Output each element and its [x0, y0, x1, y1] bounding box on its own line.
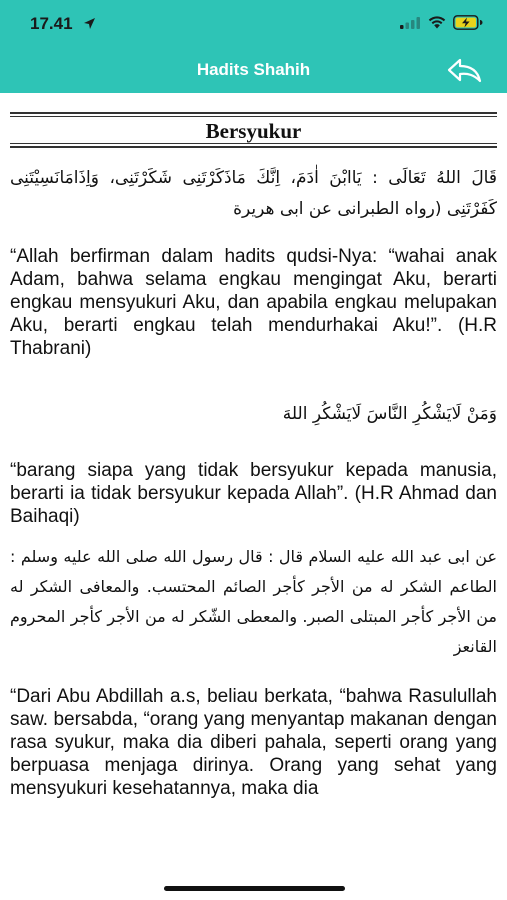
title-rule-bottom — [10, 146, 497, 148]
back-arrow-icon — [446, 54, 486, 88]
home-indicator[interactable] — [164, 886, 345, 891]
status-bar — [0, 0, 507, 48]
article-content[interactable] — [0, 93, 507, 813]
nav-title: Hadits Shahih — [196, 60, 311, 79]
wifi-icon — [427, 15, 447, 30]
arabic-text-2: وَمَنْ لَايَشْكُرِ النَّاسَ لَايَشْكُرِ اللهَ — [282, 404, 497, 424]
app-header — [0, 0, 507, 93]
translation-text-1: “Allah berfirman dalam hadits qudsi-Nya: “wahai anak Adam, bahwa selama engkau mengingat Aku, berarti engkau mensyukuri Aku, dan apabila engkau melupakan Aku, berarti engkau telah mendurhakai Aku!”. (H.R Thabrani) — [10, 246, 497, 359]
translation-text-3: “Dari Abu Abdillah a.s, beliau berkata, “bahwa Rasulullah saw. bersabda, “orang yang menyantap makanan dengan rasa syukur, maka dia diberi pahala, seperti orang yang berpuasa menjaga dirinya. Orang yang sehat yang mensyukuri kesehatannya, maka dia — [10, 686, 497, 799]
article-title: Bersyukur — [205, 119, 302, 143]
title-rule-top — [10, 112, 497, 114]
arabic-text-1: قَالَ اللهُ تَعَالَى : يَاابْنَ اٰدَمَ، اِنَّكَ مَاذَكَرْتَنِى شَكَرْتَنِى، وَاِذَامَانَسِيْتَنِى كَفَرْتَنِى (رواه الطبرانى عن ابى هريرة — [10, 168, 497, 219]
translation-text-2: “barang siapa yang tidak bersyukur kepada manusia, berarti ia tidak bersyukur kepada Allah”. (H.R Ahmad dan Baihaqi) — [10, 460, 497, 527]
status-time: 17.41 — [30, 14, 73, 33]
title-rule-bottom-thin — [10, 143, 497, 144]
battery-charging-icon — [453, 15, 483, 30]
location-arrow-icon — [83, 17, 96, 30]
title-rule-top-thin — [10, 116, 497, 117]
back-button[interactable] — [446, 54, 486, 88]
arabic-text-3: عن ابى عبد الله عليه السلام قال : قال رسول الله صلى الله عليه وسلم : الطاعم الشكر له من الأجر كأجر الصائم المحتسب. والمعافى الشكر له من الأجر كأجر المبتلى الصبر. والمعطى الشّكر له من الأجر كأجر المحروم القانعز — [10, 547, 497, 656]
signal-icon — [400, 17, 420, 29]
